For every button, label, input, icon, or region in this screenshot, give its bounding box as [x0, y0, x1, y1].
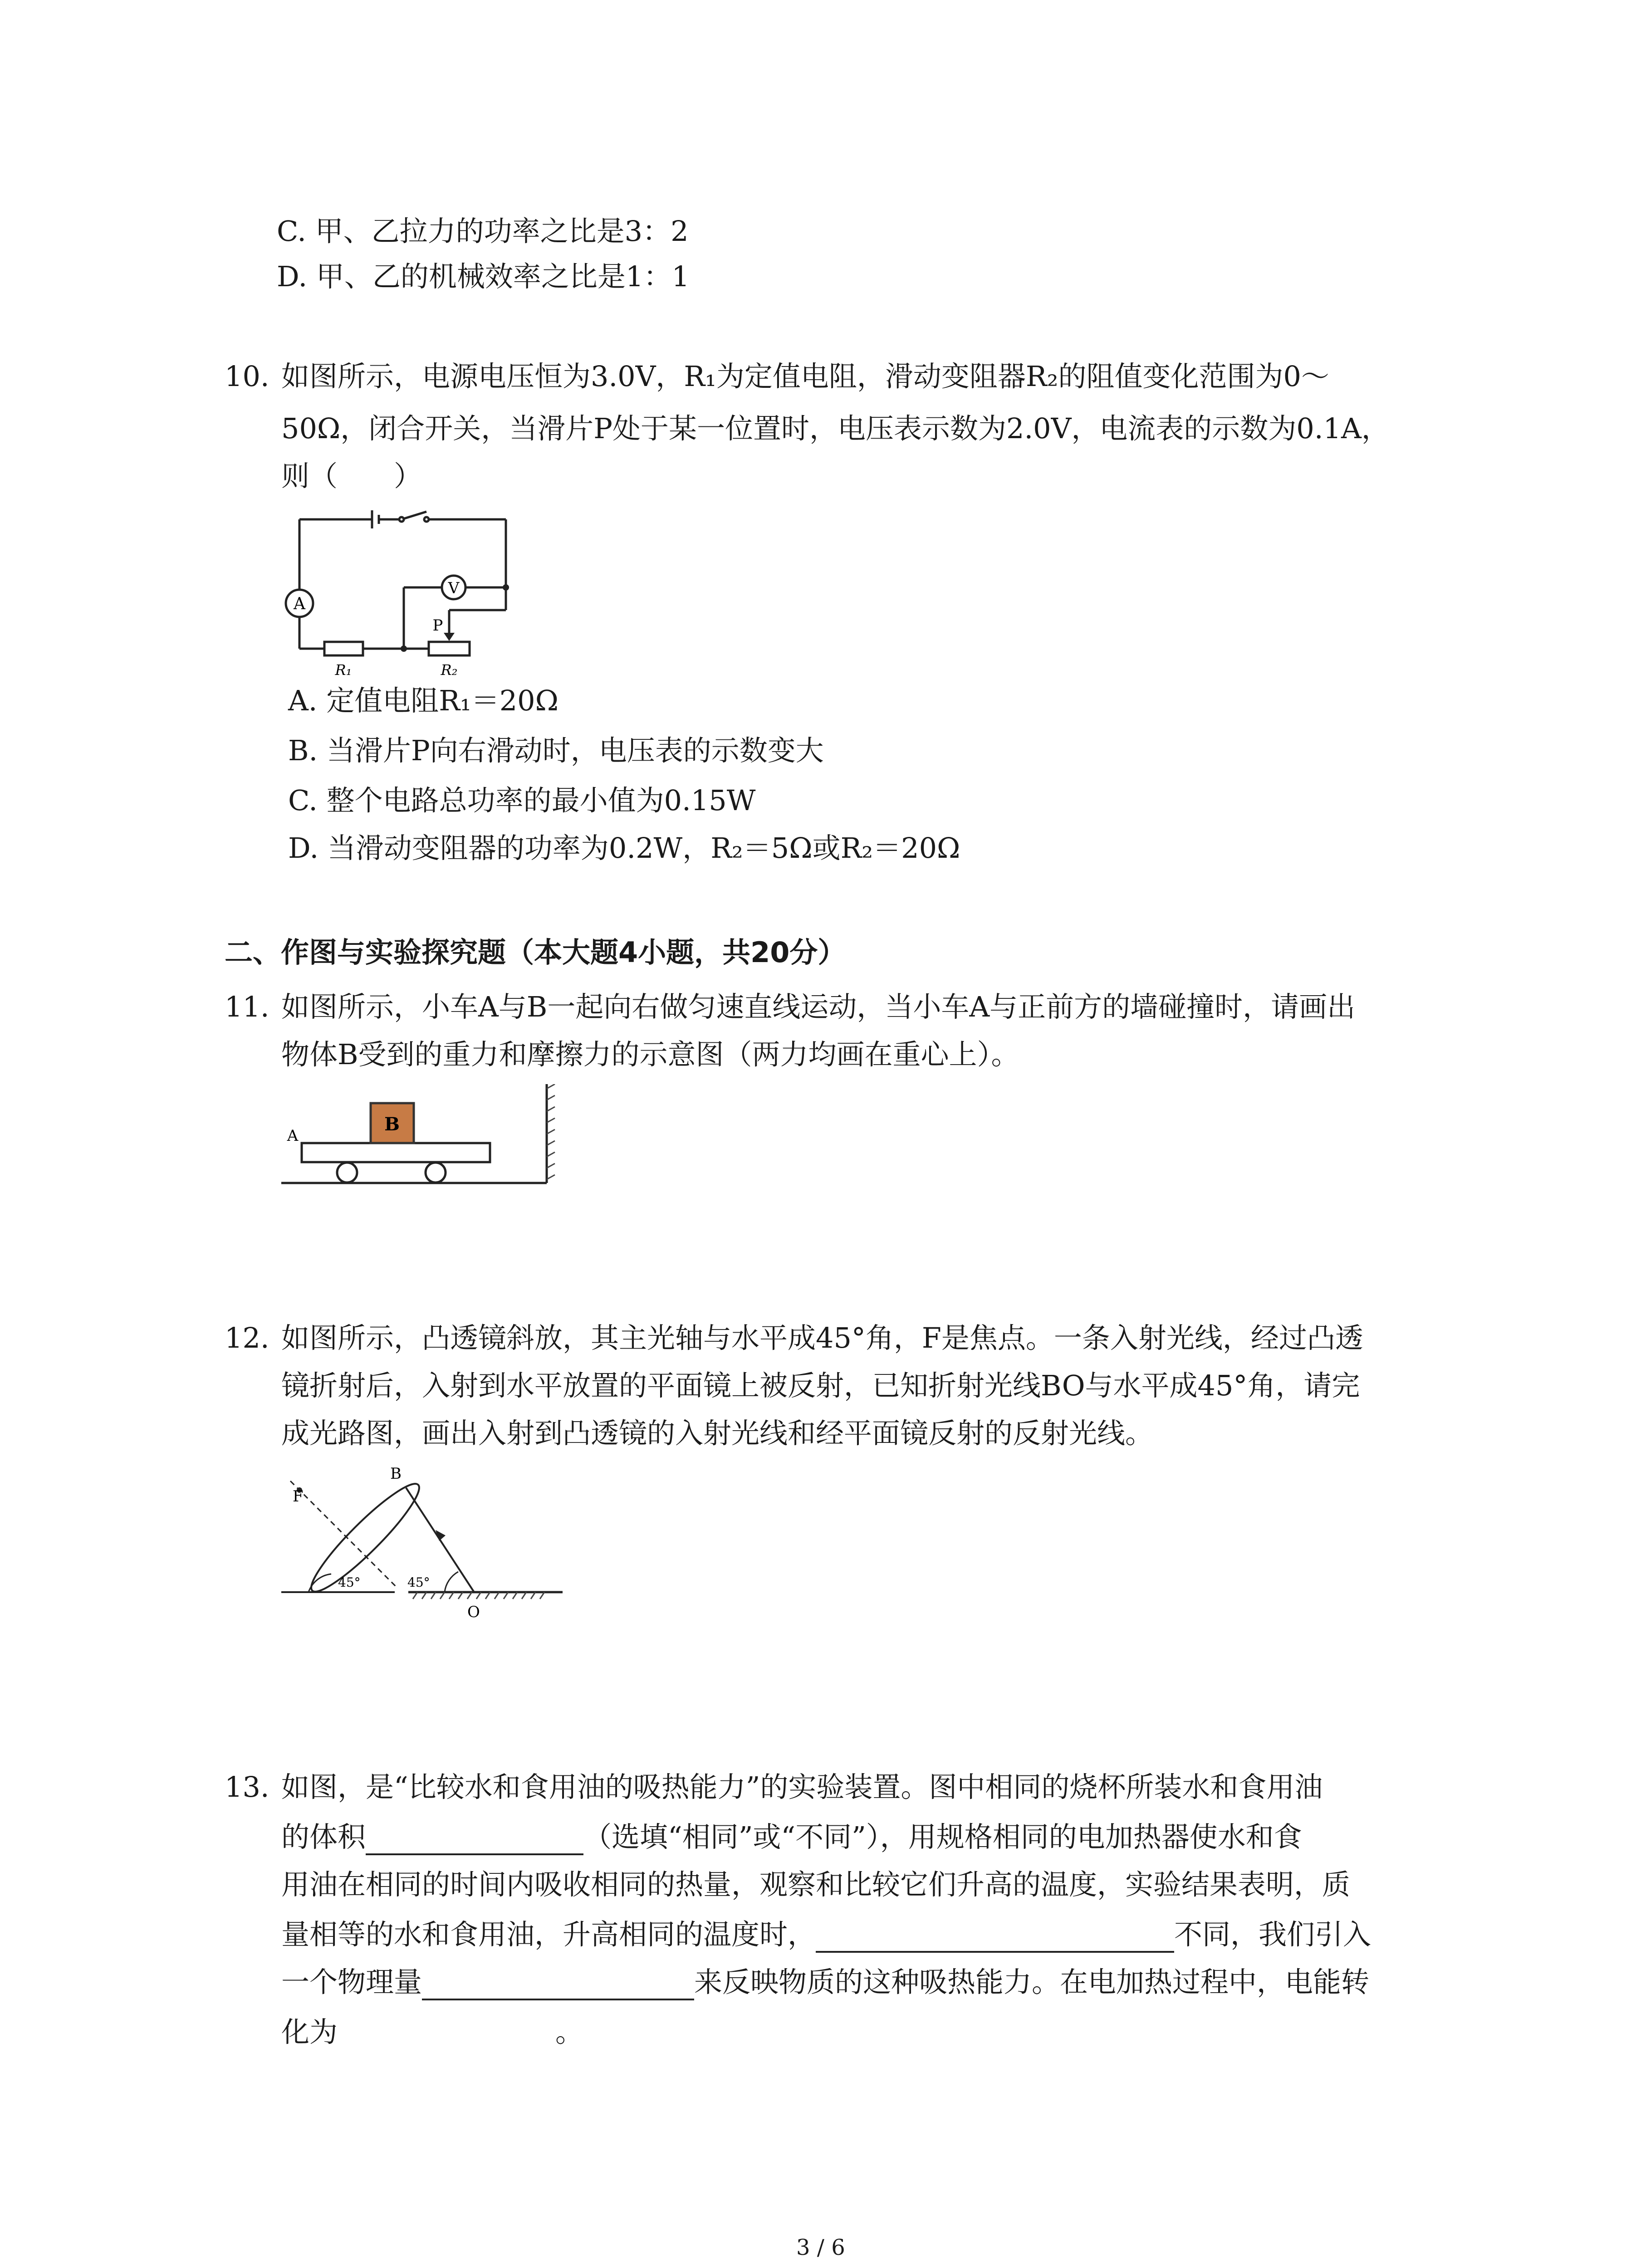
cart-wheel-left	[337, 1163, 357, 1183]
q10-option-b: B. 当滑片P向右滑动时，电压表的示数变大	[288, 734, 824, 767]
q11-text-line1: 如图所示，小车A与B一起向右做匀速直线运动，当小车A与正前方的墙碰撞时，请画出	[281, 990, 1356, 1023]
q12-text-line3: 成光路图，画出入射到凸透镜的入射光线和经平面镜反射的反射光线。	[281, 1417, 1154, 1450]
r2-label: R₂	[441, 661, 458, 679]
q10-option-a: A. 定值电阻R₁＝20Ω	[288, 684, 559, 717]
q10-option-d: D. 当滑动变阻器的功率为0.2W，R₂＝5Ω或R₂＝20Ω	[288, 831, 960, 865]
q13-line2-end: （选填“相同”或“不同”），用规格相同的电加热器使水和食	[583, 1820, 1302, 1853]
q13-line5-end: 来反映物质的这种吸热能力。在电加热过程中，电能转	[694, 1965, 1370, 1999]
q13-line4-end: 不同，我们引入	[1174, 1918, 1372, 1951]
q10-number: 10.	[225, 360, 269, 393]
q10-text-line3: 则（ ）	[281, 459, 422, 493]
q13-line2-start: 的体积	[281, 1820, 366, 1853]
section-2-title: 二、作图与实验探究题（本大题4小题，共20分）	[225, 936, 846, 969]
q12-lens-diagram	[281, 1461, 563, 1628]
block-b-label: B	[384, 1114, 400, 1135]
q13-blank-3[interactable]	[422, 1971, 694, 2000]
focus-label: F	[293, 1487, 304, 1505]
q10-option-c: C. 整个电路总功率的最小值为0.15W	[288, 784, 756, 817]
q13-text-line5	[281, 1964, 1369, 2000]
ammeter-label: A	[294, 595, 305, 613]
q13-text-line1: 如图，是“比较水和食用油的吸热能力”的实验装置。图中相同的烧杯所装水和食用油	[281, 1770, 1323, 1804]
q13-text-line3: 用油在相同的时间内吸收相同的热量，观察和比较它们升高的温度，实验结果表明，质	[281, 1868, 1351, 1901]
q11-number: 11.	[225, 990, 269, 1023]
voltmeter-label: V	[448, 579, 460, 597]
page-number: 3 / 6	[796, 2235, 845, 2260]
q13-blank-1[interactable]	[366, 1826, 583, 1855]
r1-label: R₁	[335, 661, 352, 679]
q13-text-line4	[281, 1916, 1371, 1953]
point-b-label: B	[390, 1465, 402, 1483]
q13-line4-start: 量相等的水和食用油，升高相同的温度时，	[281, 1918, 816, 1951]
q13-text-line2	[281, 1819, 1302, 1855]
q11-cart-diagram	[281, 1084, 563, 1193]
q13-blank-2[interactable]	[816, 1924, 1174, 1953]
q13-line5-start: 一个物理量	[281, 1965, 422, 1999]
q13-line6-end: 。	[555, 2015, 584, 2048]
q12-text-line2: 镜折射后，入射到水平放置的平面镜上被反射，已知折射光线BO与水平成45°角，请完	[281, 1369, 1360, 1402]
q12-text-line1: 如图所示，凸透镜斜放，其主光轴与水平成45°角，F是焦点。一条入射光线，经过凸透	[281, 1321, 1363, 1354]
angle1-label: 45°	[338, 1575, 361, 1590]
q13-text-line6	[281, 2014, 583, 2050]
slider-label: P	[432, 616, 443, 635]
q9-option-c: C. 甲、乙拉力的功率之比是3：2	[277, 215, 689, 248]
angle2-label: 45°	[407, 1575, 430, 1590]
q10-text-line2: 50Ω，闭合开关，当滑片P处于某一位置时，电压表示数为2.0V，电流表的示数为0.1A，	[281, 412, 1390, 445]
q13-line6-start: 化为	[281, 2015, 338, 2048]
q9-option-d: D. 甲、乙的机械效率之比是1：1	[277, 260, 690, 293]
q11-text-line2: 物体B受到的重力和摩擦力的示意图（两力均画在重心上）。	[281, 1038, 1019, 1071]
q12-number: 12.	[225, 1321, 269, 1354]
cart-wheel-right	[426, 1163, 446, 1183]
q13-number: 13.	[225, 1770, 269, 1804]
point-o-label: O	[467, 1603, 480, 1621]
q10-text-line1: 如图所示，电源电压恒为3.0V，R₁为定值电阻，滑动变阻器R₂的阻值变化范围为0～	[281, 360, 1329, 393]
q10-circuit-diagram	[281, 503, 517, 685]
cart-a-label: A	[287, 1127, 299, 1145]
